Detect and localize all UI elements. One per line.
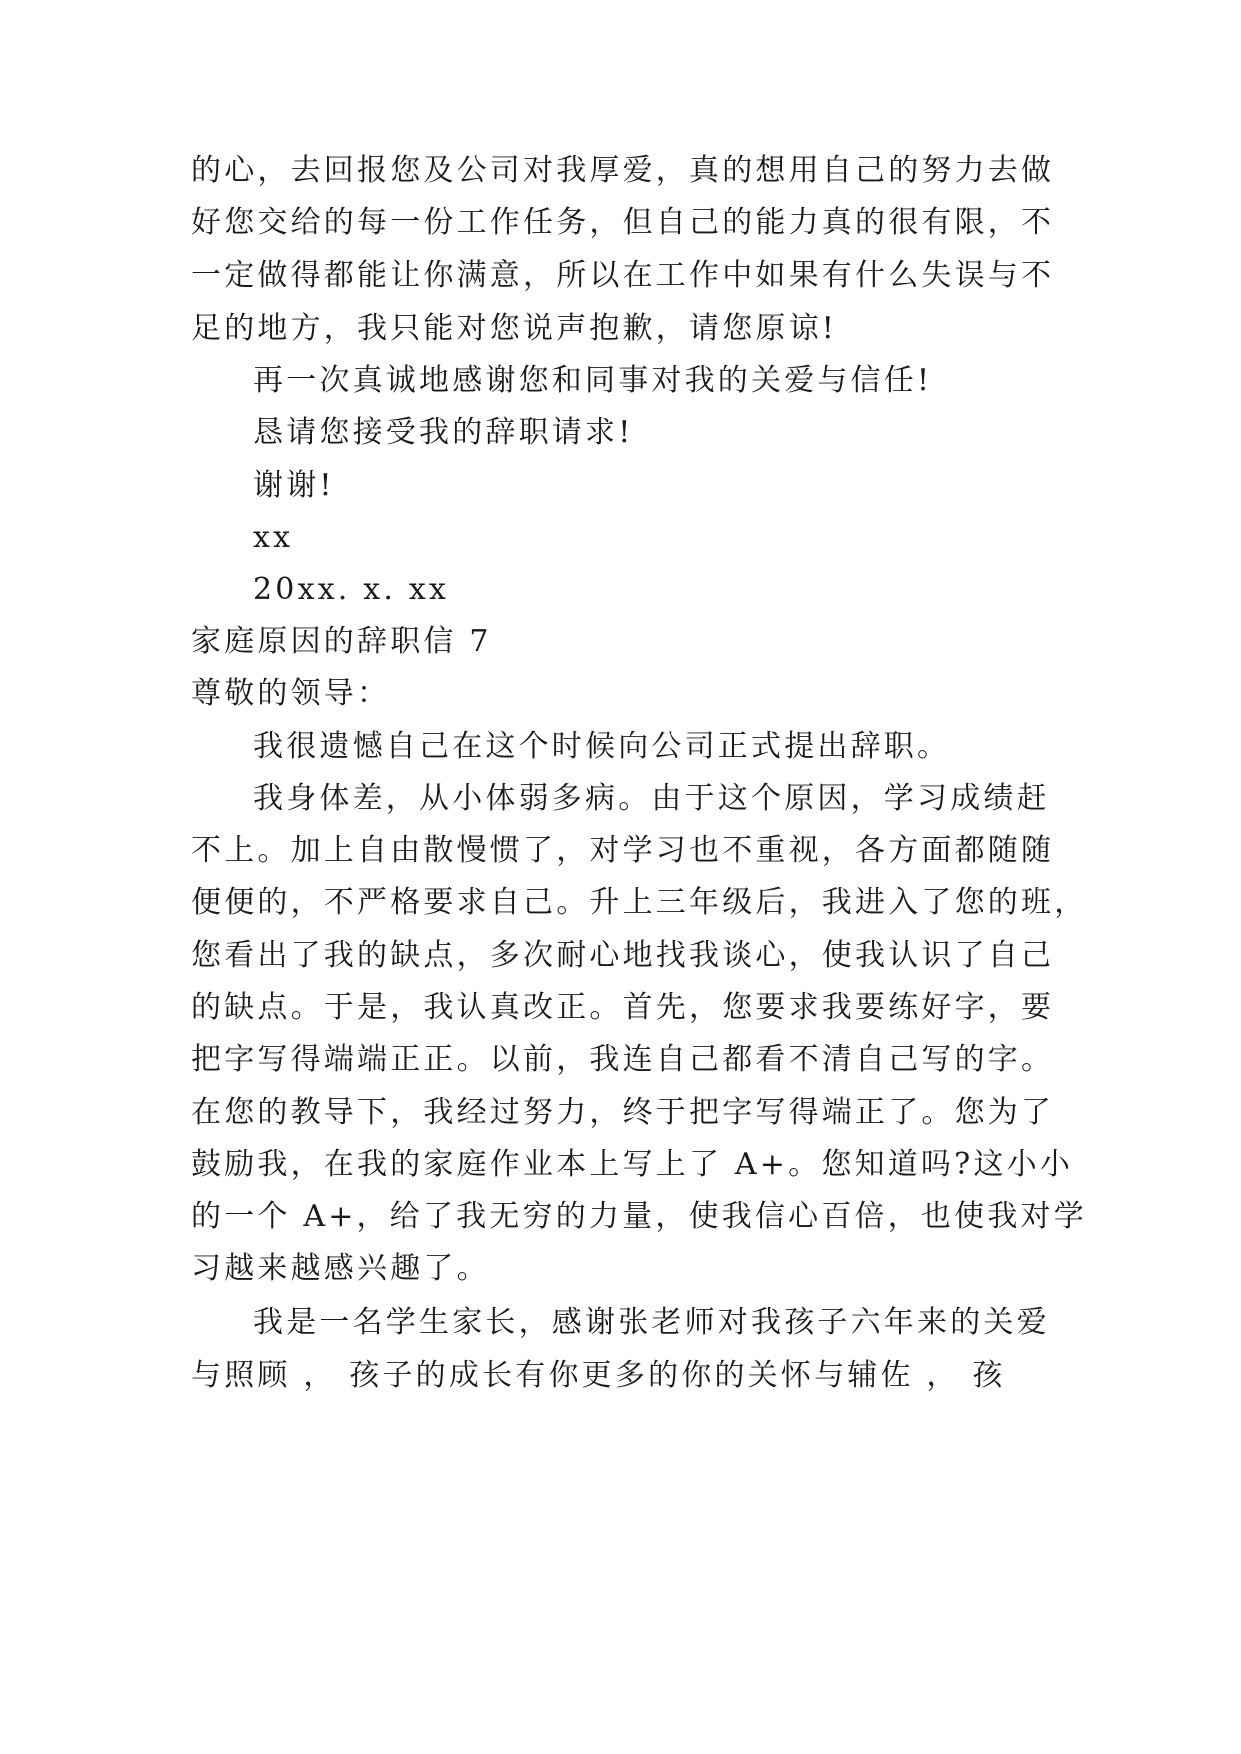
text-line: 我身体差，从小体弱多病。由于这个原因，学习成绩赶 xyxy=(253,781,1050,816)
text-line: 便便的，不严格要求自己。升上三年级后，我进入了您的班， xyxy=(191,885,1088,920)
text-line: 谢谢! xyxy=(253,468,335,503)
text-line: 您看出了我的缺点，多次耐心地找我谈心，使我认识了自己 xyxy=(191,938,1055,973)
text-line: 再一次真诚地感谢您和同事对我的关爱与信任! xyxy=(253,363,933,398)
text-line: 习越来越感兴趣了。 xyxy=(191,1251,490,1286)
text-line: 一定做得都能让你满意，所以在工作中如果有什么失误与不 xyxy=(191,258,1055,293)
text-line: 的一个 A+，给了我无穷的力量，使我信心百倍，也使我对学 xyxy=(191,1199,1087,1234)
text-line: 的缺点。于是，我认真改正。首先，您要求我要练好字，要 xyxy=(191,990,1055,1025)
signature-date: 20xx. x. xx xyxy=(253,572,450,607)
signature-name: xx xyxy=(253,520,294,555)
text-line: 足的地方，我只能对您说声抱歉，请您原谅! xyxy=(191,311,838,346)
text-line: 在您的教导下，我经过努力，终于把字写得端正了。您为了 xyxy=(191,1095,1055,1130)
text-line: 的心，去回报您及公司对我厚爱，真的想用自己的努力去做 xyxy=(191,153,1055,188)
text-line: 恳请您接受我的辞职请求! xyxy=(253,415,634,450)
text-line: 把字写得端端正正。以前，我连自己都看不清自己写的字。 xyxy=(191,1042,1055,1077)
text-line: 不上。加上自由散慢惯了，对学习也不重视，各方面都随随 xyxy=(191,833,1055,868)
text-line: 我很遗憾自己在这个时候向公司正式提出辞职。 xyxy=(253,729,951,764)
section-title: 家庭原因的辞职信 7 xyxy=(191,624,492,659)
text-line: 我是一名学生家长，感谢张老师对我孩子六年来的关爱 xyxy=(253,1305,1050,1340)
salutation: 尊敬的领导： xyxy=(191,676,391,711)
text-line: 好您交给的每一份工作任务，但自己的能力真的很有限，不 xyxy=(191,205,1055,240)
text-line: 鼓励我，在我的家庭作业本上写上了 A+。您知道吗?这小小 xyxy=(191,1147,1074,1182)
text-line: 与照顾 ， 孩子的成长有你更多的你的关怀与辅佐 ， 孩 xyxy=(191,1358,1006,1393)
